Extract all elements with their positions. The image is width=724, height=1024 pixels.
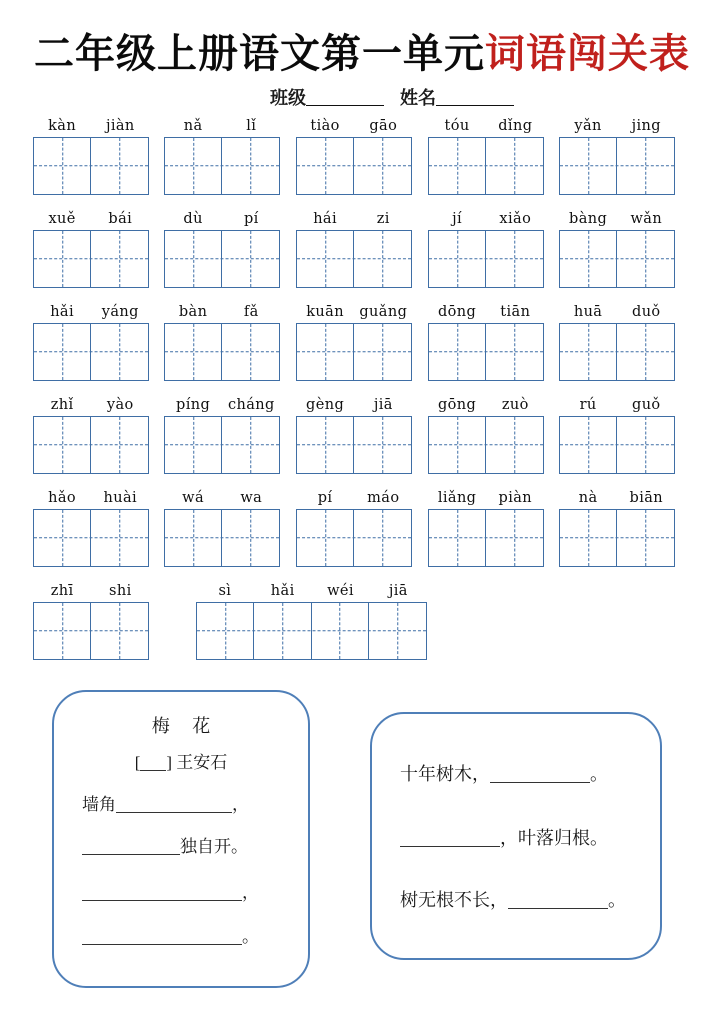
pinyin-line (33, 391, 149, 413)
word-group (428, 112, 544, 195)
tianzige-box-group (296, 137, 412, 195)
tianzige-cell[interactable] (485, 416, 544, 474)
tianzige-box-group (33, 137, 149, 195)
tianzige-cell[interactable] (353, 416, 412, 474)
word-grid-row (0, 577, 724, 670)
tianzige-cell[interactable] (616, 416, 675, 474)
tianzige-cell[interactable] (164, 323, 223, 381)
pinyin-syllable: lǐ (246, 118, 257, 134)
word-group (33, 298, 149, 381)
pinyin-syllable: hǎi (270, 583, 295, 599)
tianzige-box-group (428, 323, 544, 381)
tianzige-cell[interactable] (616, 137, 675, 195)
pinyin-syllable: dōng (437, 304, 477, 320)
pinyin-line (296, 205, 412, 227)
poem-line-3-blank[interactable] (82, 885, 242, 901)
tianzige-cell[interactable] (559, 137, 618, 195)
word-group (296, 484, 412, 567)
tianzige-box-group (33, 230, 149, 288)
tianzige-cell[interactable] (353, 230, 412, 288)
tianzige-box-group (164, 137, 280, 195)
pinyin-line (33, 205, 149, 227)
pinyin-syllable: wá (182, 490, 205, 506)
page-title-red-segment: 词语闯关表 (485, 31, 690, 76)
word-grid-row (0, 391, 724, 484)
tianzige-cell[interactable] (33, 416, 92, 474)
word-group (164, 205, 280, 288)
tianzige-cell[interactable] (164, 137, 223, 195)
pinyin-line (296, 112, 412, 134)
pinyin-syllable: huài (103, 490, 138, 506)
pinyin-line (164, 484, 280, 506)
word-group (164, 112, 280, 195)
pinyin-syllable: nà (578, 490, 598, 506)
pinyin-syllable: zhǐ (50, 397, 74, 413)
tianzige-box-group (296, 416, 412, 474)
word-group (296, 298, 412, 381)
tianzige-cell[interactable] (90, 509, 149, 567)
pinyin-syllable: wéi (327, 583, 354, 599)
pinyin-line (559, 298, 675, 320)
pinyin-syllable: dù (183, 211, 203, 227)
pinyin-syllable: yǎn (574, 118, 602, 134)
poem-author-line (54, 748, 308, 773)
tianzige-cell[interactable] (164, 230, 223, 288)
pinyin-syllable: máo (367, 490, 400, 506)
tianzige-cell[interactable] (485, 323, 544, 381)
tianzige-box-group (428, 509, 544, 567)
tianzige-cell[interactable] (353, 323, 412, 381)
word-group (559, 391, 675, 474)
word-group (296, 205, 412, 288)
pinyin-syllable: guǎng (359, 304, 408, 320)
pinyin-line (164, 205, 280, 227)
word-group (164, 391, 280, 474)
pinyin-syllable: dǐng (498, 118, 533, 134)
tianzige-cell[interactable] (296, 230, 355, 288)
poem-line-4-suffix: 。 (242, 927, 259, 946)
pinyin-syllable: shi (108, 583, 132, 599)
pinyin-syllable: tiào (310, 118, 340, 134)
idiom-line-3-suffix: 。 (608, 890, 626, 910)
poem-author-name: ] 王安石 (166, 753, 228, 772)
pinyin-line (428, 298, 544, 320)
pinyin-syllable: guǒ (632, 397, 661, 413)
poem-line-3 (82, 878, 259, 903)
tianzige-cell[interactable] (353, 137, 412, 195)
word-group (33, 484, 149, 567)
poem-recitation-panel (52, 690, 310, 988)
pinyin-syllable: yào (106, 397, 134, 413)
word-group (428, 391, 544, 474)
tianzige-cell[interactable] (559, 230, 618, 288)
class-field-blank[interactable] (306, 89, 384, 106)
pinyin-line (559, 484, 675, 506)
idiom-line-3-blank[interactable] (508, 893, 608, 909)
idiom-fill-in-panel (370, 712, 662, 960)
tianzige-cell[interactable] (90, 137, 149, 195)
tianzige-cell[interactable] (559, 323, 618, 381)
tianzige-box-group (428, 416, 544, 474)
pinyin-line (33, 112, 149, 134)
pinyin-syllable: pí (317, 490, 333, 506)
tianzige-cell[interactable] (221, 230, 280, 288)
pinyin-syllable: kuān (306, 304, 344, 320)
tianzige-box-group (164, 509, 280, 567)
pinyin-syllable: tiān (500, 304, 531, 320)
pinyin-line (164, 391, 280, 413)
pinyin-syllable: rú (579, 397, 597, 413)
idiom-line-1-prefix: 十年树木， (400, 764, 490, 784)
word-grid-row (0, 298, 724, 391)
word-group (559, 298, 675, 381)
tianzige-cell[interactable] (428, 509, 487, 567)
tianzige-cell[interactable] (196, 602, 255, 660)
pinyin-syllable: fǎ (243, 304, 259, 320)
tianzige-cell[interactable] (164, 416, 223, 474)
pinyin-syllable: bàng (569, 211, 608, 227)
name-field-blank[interactable] (436, 89, 514, 106)
tianzige-cell[interactable] (221, 137, 280, 195)
tianzige-cell[interactable] (485, 509, 544, 567)
pinyin-line (164, 298, 280, 320)
idiom-line-1 (400, 760, 608, 786)
pinyin-syllable: pí (243, 211, 259, 227)
pinyin-syllable: hái (313, 211, 338, 227)
tianzige-box-group (559, 416, 675, 474)
tianzige-cell[interactable] (296, 323, 355, 381)
pinyin-line (33, 577, 149, 599)
tianzige-box-group (559, 137, 675, 195)
idiom-line-1-blank[interactable] (490, 767, 590, 783)
word-group (559, 484, 675, 567)
idiom-line-3-prefix: 树无根不长， (400, 890, 508, 910)
pinyin-syllable: jí (452, 211, 463, 227)
tianzige-cell[interactable] (428, 230, 487, 288)
pinyin-syllable: gèng (306, 397, 345, 413)
idiom-line-1-suffix: 。 (590, 764, 608, 784)
pinyin-syllable: hǎi (50, 304, 75, 320)
tianzige-cell[interactable] (428, 323, 487, 381)
tianzige-cell[interactable] (559, 416, 618, 474)
tianzige-cell[interactable] (253, 602, 312, 660)
pinyin-syllable: duǒ (632, 304, 661, 320)
word-group (33, 577, 149, 660)
pinyin-syllable: bái (108, 211, 133, 227)
pinyin-syllable: liǎng (437, 490, 477, 506)
tianzige-cell[interactable] (353, 509, 412, 567)
idiom-line-2-middle: ，叶落归根。 (500, 828, 608, 848)
word-group (559, 112, 675, 195)
tianzige-cell[interactable] (428, 137, 487, 195)
pinyin-line (296, 391, 412, 413)
word-group (164, 484, 280, 567)
pinyin-syllable: zhī (50, 583, 74, 599)
student-info-header (0, 84, 724, 110)
poem-line-2-blank[interactable] (82, 839, 180, 855)
poem-author-bracket-open: [ (134, 753, 141, 772)
pinyin-syllable: sì (218, 583, 232, 599)
word-group (33, 205, 149, 288)
tianzige-box-group (164, 416, 280, 474)
tianzige-box-group (559, 230, 675, 288)
tianzige-box-group (559, 509, 675, 567)
tianzige-cell[interactable] (485, 230, 544, 288)
tianzige-box-group (196, 602, 427, 660)
tianzige-cell[interactable] (616, 509, 675, 567)
pinyin-line (428, 205, 544, 227)
word-grid-row (0, 484, 724, 577)
tianzige-cell[interactable] (90, 230, 149, 288)
tianzige-cell[interactable] (221, 416, 280, 474)
word-group (296, 112, 412, 195)
word-group (196, 577, 427, 660)
pinyin-line (296, 484, 412, 506)
pinyin-line (559, 112, 675, 134)
pinyin-line (559, 391, 675, 413)
pinyin-syllable: yáng (101, 304, 139, 320)
pinyin-syllable: gāo (369, 118, 398, 134)
poem-title: 梅 花 (151, 716, 220, 736)
pinyin-line (428, 391, 544, 413)
tianzige-cell[interactable] (33, 602, 92, 660)
pinyin-syllable: wǎn (630, 211, 663, 227)
word-grid-row (0, 112, 724, 205)
tianzige-cell[interactable] (90, 602, 149, 660)
word-group (33, 391, 149, 474)
idiom-line-2-blank[interactable] (400, 831, 500, 847)
tianzige-cell[interactable] (221, 509, 280, 567)
pinyin-syllable: kàn (48, 118, 77, 134)
tianzige-cell[interactable] (221, 323, 280, 381)
pinyin-syllable: huā (573, 304, 603, 320)
pinyin-line (559, 205, 675, 227)
tianzige-box-group (296, 509, 412, 567)
poem-line-1-suffix: ， (232, 795, 249, 814)
tianzige-cell[interactable] (559, 509, 618, 567)
tianzige-cell[interactable] (616, 230, 675, 288)
tianzige-cell[interactable] (33, 137, 92, 195)
pinyin-syllable: bàn (178, 304, 208, 320)
name-field-label: 姓名 (400, 88, 436, 108)
poem-line-4 (82, 922, 259, 947)
page-title (0, 22, 724, 79)
poem-line-2 (82, 832, 248, 857)
tianzige-cell[interactable] (90, 416, 149, 474)
word-group (428, 205, 544, 288)
tianzige-box-group (296, 230, 412, 288)
poem-line-1 (82, 790, 249, 815)
pinyin-syllable: zi (376, 211, 390, 227)
poem-line-2-suffix: 独自开。 (180, 837, 248, 856)
poem-line-1-prefix: 墙角 (82, 795, 116, 814)
pinyin-line (296, 298, 412, 320)
poem-line-4-blank[interactable] (82, 929, 242, 945)
pinyin-syllable: píng (176, 397, 211, 413)
word-grid-row (0, 205, 724, 298)
pinyin-syllable: wa (240, 490, 263, 506)
tianzige-box-group (559, 323, 675, 381)
word-group (296, 391, 412, 474)
tianzige-cell[interactable] (33, 323, 92, 381)
tianzige-cell[interactable] (485, 137, 544, 195)
tianzige-box-group (296, 323, 412, 381)
poem-line-1-blank[interactable] (116, 797, 232, 813)
pinyin-syllable: cháng (227, 397, 275, 413)
pinyin-syllable: gōng (437, 397, 477, 413)
tianzige-box-group (164, 323, 280, 381)
tianzige-cell[interactable] (616, 323, 675, 381)
tianzige-cell[interactable] (296, 509, 355, 567)
pinyin-syllable: xuě (48, 211, 76, 227)
tianzige-cell[interactable] (33, 230, 92, 288)
pinyin-line (428, 484, 544, 506)
tianzige-cell[interactable] (164, 509, 223, 567)
pinyin-syllable: jing (631, 118, 661, 134)
tianzige-box-group (428, 137, 544, 195)
tianzige-cell[interactable] (311, 602, 370, 660)
pinyin-line (428, 112, 544, 134)
pinyin-syllable: jiā (373, 397, 393, 413)
pinyin-syllable: hǎo (48, 490, 77, 506)
tianzige-box-group (33, 323, 149, 381)
tianzige-box-group (33, 509, 149, 567)
pinyin-syllable: jiā (388, 583, 408, 599)
tianzige-box-group (33, 416, 149, 474)
word-practice-grid (0, 112, 724, 670)
pinyin-line (196, 577, 427, 599)
pinyin-line (33, 298, 149, 320)
pinyin-syllable: piàn (498, 490, 533, 506)
tianzige-cell[interactable] (428, 416, 487, 474)
tianzige-cell[interactable] (33, 509, 92, 567)
pinyin-syllable: xiǎo (499, 211, 532, 227)
pinyin-syllable: biān (629, 490, 664, 506)
tianzige-cell[interactable] (90, 323, 149, 381)
tianzige-box-group (164, 230, 280, 288)
idiom-line-2 (400, 824, 608, 850)
tianzige-cell[interactable] (368, 602, 427, 660)
word-group (559, 205, 675, 288)
tianzige-box-group (428, 230, 544, 288)
poem-dynasty-blank[interactable] (140, 756, 166, 771)
pinyin-syllable: nǎ (183, 118, 203, 134)
pinyin-syllable: tóu (444, 118, 470, 134)
word-group (428, 298, 544, 381)
word-group (164, 298, 280, 381)
poem-line-3-suffix: ， (242, 883, 259, 902)
pinyin-line (33, 484, 149, 506)
page-title-black-segment: 二年级上册语文第一单元 (34, 31, 485, 76)
pinyin-line (164, 112, 280, 134)
pinyin-syllable: zuò (501, 397, 529, 413)
word-group (33, 112, 149, 195)
pinyin-syllable: jiàn (105, 118, 135, 134)
word-group (428, 484, 544, 567)
class-field-label: 班级 (270, 88, 306, 108)
idiom-line-3 (400, 886, 626, 912)
tianzige-box-group (33, 602, 149, 660)
tianzige-cell[interactable] (296, 137, 355, 195)
tianzige-cell[interactable] (296, 416, 355, 474)
